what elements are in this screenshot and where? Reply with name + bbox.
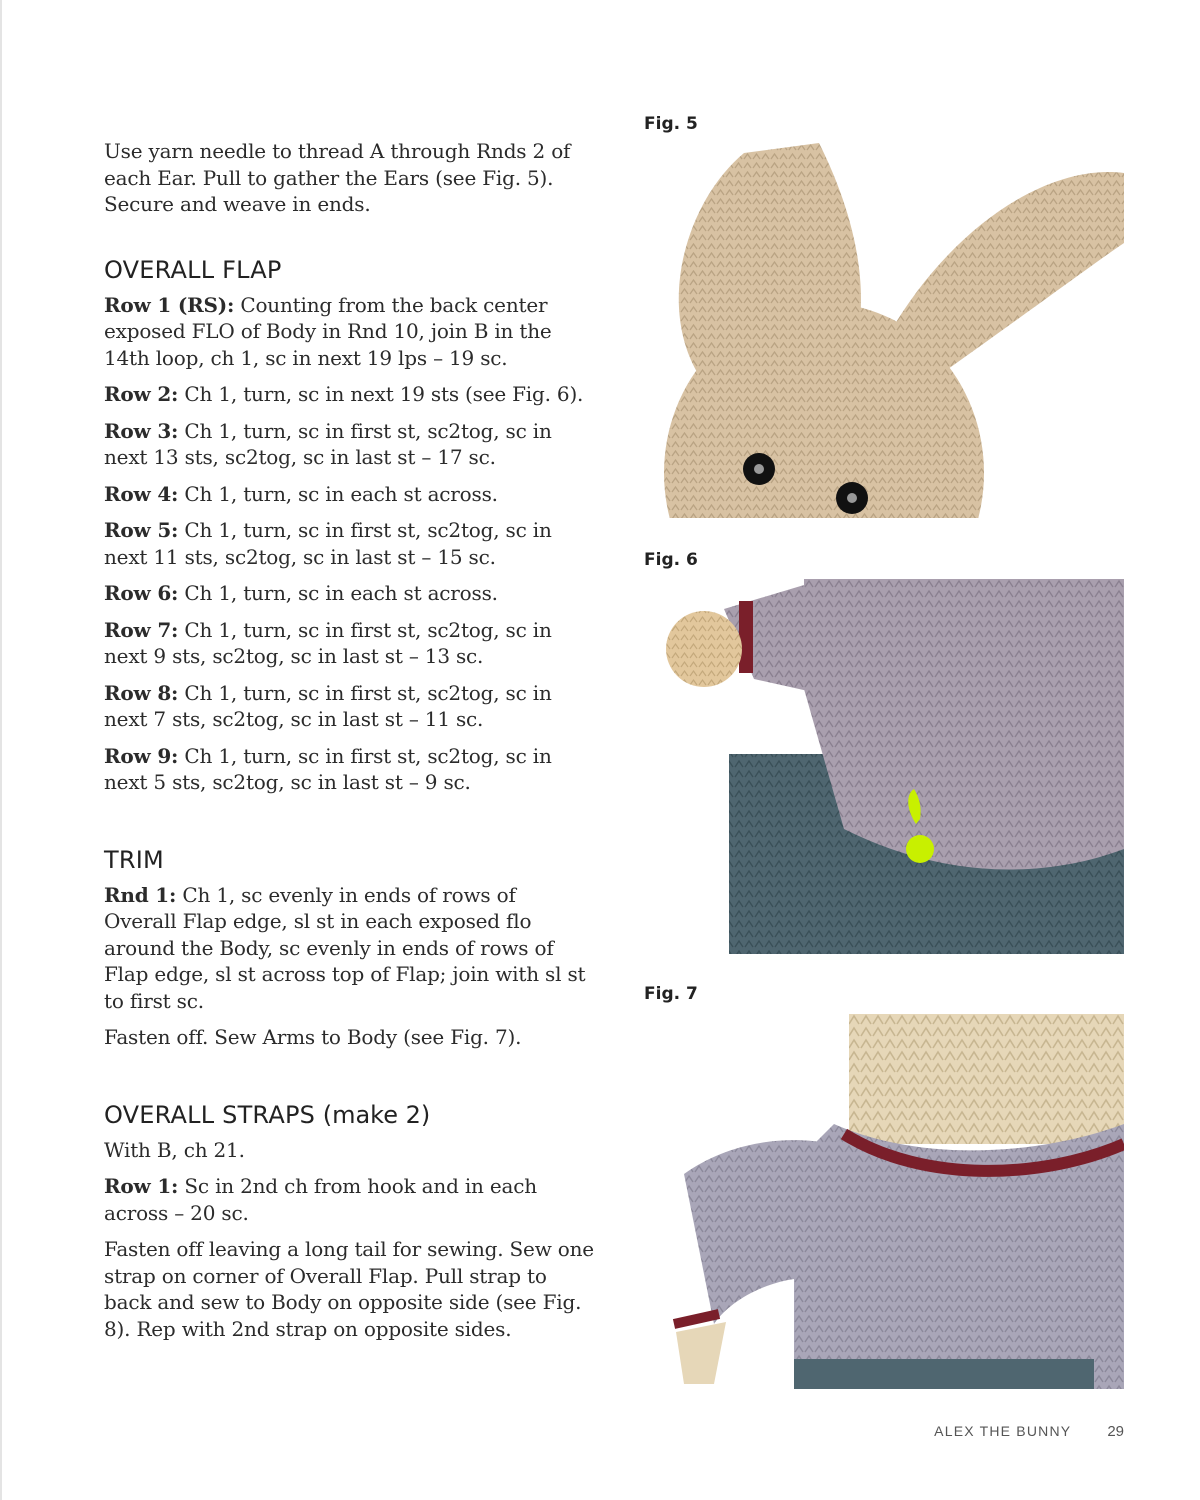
trim-heading: TRIM xyxy=(104,845,164,874)
overall-flap-rows xyxy=(104,292,594,796)
page-number: 29 xyxy=(1107,1423,1124,1440)
fig6-photo xyxy=(644,579,1124,954)
bunny-head-ears-illustration xyxy=(644,143,1124,518)
running-title: ALEX THE BUNNY xyxy=(934,1423,1072,1439)
flap-row: Row 5: Ch 1, turn, sc in first st, sc2tog, sc in next 11 sts, sc2tog, sc in last st – 15 sc. xyxy=(104,518,552,569)
page-edge xyxy=(0,0,2,1500)
flap-row: Row 1 (RS): Counting from the back center exposed FLO of Body in Rnd 10, join B in the 14th loop, ch 1, sc in next 19 lps – 19 sc. xyxy=(104,292,552,370)
flap-row: Row 4: Ch 1, turn, sc in each st across. xyxy=(104,481,498,506)
flap-row: Row 6: Ch 1, turn, sc in each st across. xyxy=(104,581,498,605)
bunny-arms-illustration xyxy=(644,1014,1124,1389)
bunny-overall-flap-illustration xyxy=(644,579,1124,954)
fig6-label: Fig. 6 xyxy=(644,550,698,570)
straps-with-b: With B, ch 21. xyxy=(104,1137,245,1162)
overall-straps-heading: OVERALL STRAPS (make 2) xyxy=(104,1100,431,1129)
straps-fasten: Fasten off leaving a long tail for sewing. Sew one strap on corner of Overall Flap. Pull strap to back and sew to Body on opposite side (see Fig. 8). Rep with 2nd strap on opposite sides. xyxy=(104,1237,594,1341)
flap-row: Row 2: Ch 1, turn, sc in next 19 sts (see Fig. 6). xyxy=(104,382,584,406)
fig7-photo xyxy=(644,1014,1124,1389)
trim-fasten: Fasten off. Sew Arms to Body (see Fig. 7). xyxy=(104,1025,522,1049)
trim-rnd1: Rnd 1: Ch 1, sc evenly in ends of rows of Overall Flap edge, sl st in each exposed flo around the Body, sc evenly in ends of rows of Flap edge, sl st across top of Flap; join with sl st to first sc. xyxy=(104,882,586,1013)
flap-row: Row 9: Ch 1, turn, sc in first st, sc2tog, sc in next 5 sts, sc2tog, sc in last st – 9 sc. xyxy=(104,743,552,794)
flap-row: Row 8: Ch 1, turn, sc in first st, sc2tog, sc in next 7 sts, sc2tog, sc in last st – 11 sc. xyxy=(104,680,552,731)
fig7-label: Fig. 7 xyxy=(644,984,698,1004)
fig5-label: Fig. 5 xyxy=(644,114,698,134)
page-footer xyxy=(934,1423,1124,1440)
instructions-column xyxy=(104,138,594,1352)
overall-flap-heading: OVERALL FLAP xyxy=(104,255,282,284)
flap-row: Row 3: Ch 1, turn, sc in first st, sc2tog, sc in next 13 sts, sc2tog, sc in last st – 17 sc. xyxy=(104,418,552,469)
fig5-photo xyxy=(644,143,1124,518)
flap-row: Row 7: Ch 1, turn, sc in first st, sc2tog, sc in next 9 sts, sc2tog, sc in last st – 13 sc. xyxy=(104,617,552,668)
intro-paragraph: Use yarn needle to thread A through Rnds 2 of each Ear. Pull to gather the Ears (see Fig. 5). Secure and weave in ends. xyxy=(104,139,571,216)
straps-row1: Row 1: Sc in 2nd ch from hook and in each across – 20 sc. xyxy=(104,1174,537,1225)
